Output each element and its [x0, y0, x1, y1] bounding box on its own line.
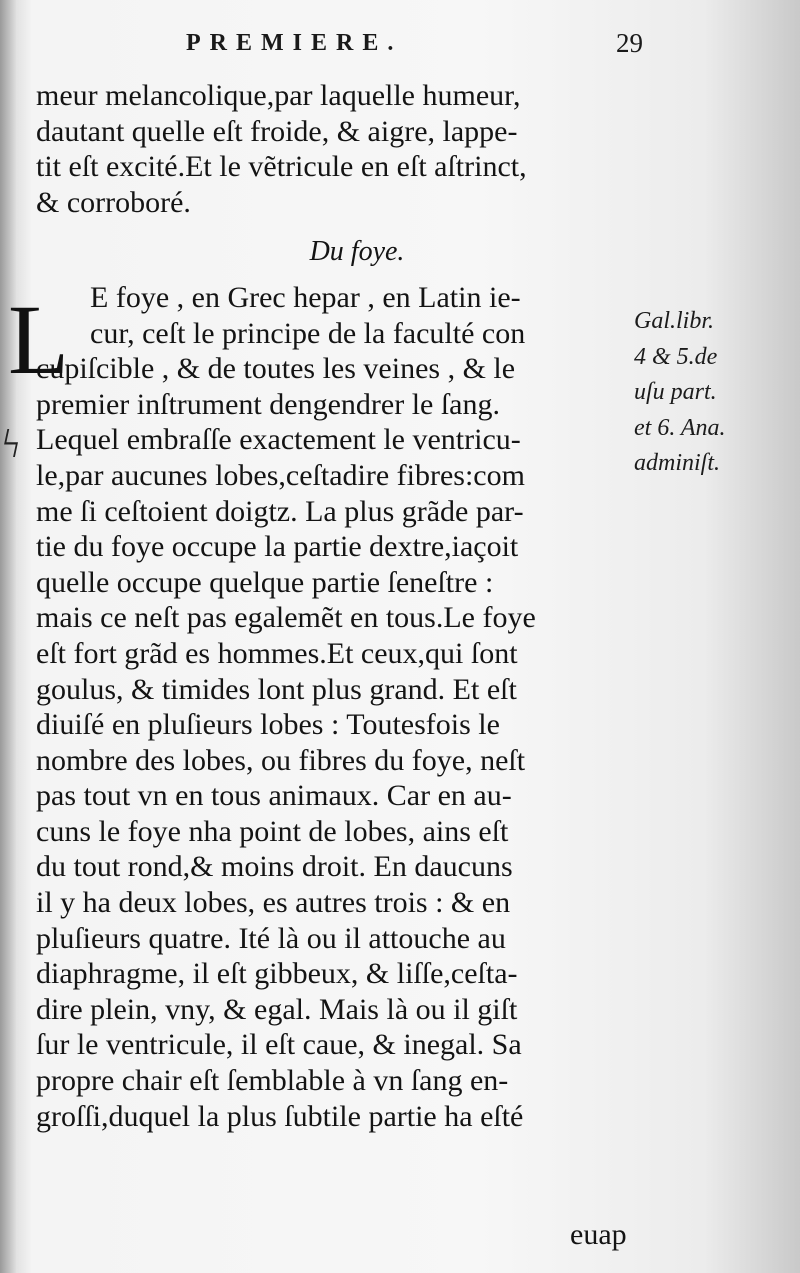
page-number: 29: [616, 28, 643, 58]
body-text: [36, 78, 638, 1134]
page-gutter-shadow: [0, 0, 16, 1273]
margin-note-line: et 6. Ana.: [634, 414, 726, 441]
text-line: premier inſtrument dengendrer le ſang.: [36, 387, 500, 421]
text-line: groſſi,duquel la plus ſubtile partie ha eſté: [36, 1099, 524, 1133]
margin-bracket-mark: ϟ: [2, 421, 21, 466]
text-line: cupiſcible , & de toutes les veines , & le: [36, 352, 516, 386]
text-line: tie du foye occupe la partie dextre,iaçoit: [36, 530, 519, 564]
text-line: quelle occupe quelque partie ſeneſtre :: [36, 565, 494, 599]
text-line: me ſi ceſtoient doigtz. La plus grãde par-: [36, 494, 524, 528]
running-head: PREMIERE.: [186, 30, 403, 56]
text-line: ſur le ventricule, il eſt caue, & inegal. Sa: [36, 1028, 522, 1062]
text-line: goulus, & timides lont plus grand. Et eſt: [36, 672, 517, 706]
text-line: E foye , en Grec hepar , en Latin ie-: [90, 280, 521, 314]
text-line: & corroboré.: [36, 185, 191, 219]
margin-note-line: 4 & 5.de: [634, 343, 718, 370]
text-line: pluſieurs quatre. Ité là ou il attouche au: [36, 921, 506, 955]
text-line: diaphragme, il eſt gibbeux, & liſſe,ceſta-: [36, 957, 518, 991]
drop-cap: L: [8, 284, 70, 395]
text-line: le,par aucunes lobes,ceſtadire fibres:com: [36, 458, 525, 492]
text-line: cur, ceſt le principe de la faculté con: [90, 316, 526, 350]
text-line: cuns le foye nha point de lobes, ains eſt: [36, 814, 509, 848]
catchword: euap: [570, 1218, 627, 1251]
margin-note: [634, 304, 794, 482]
text-line: mais ce neſt pas egalemẽt en tous.Le foye: [36, 601, 536, 635]
text-line: du tout rond,& moins droit. En daucuns: [36, 850, 513, 884]
text-line: dautant quelle eſt froide, & aigre, lappe-: [36, 114, 518, 148]
text-line: meur melancolique,par laquelle humeur,: [36, 79, 521, 112]
text-line: pas tout vn en tous animaux. Car en au-: [36, 779, 512, 813]
section-heading: Du foye.: [309, 236, 405, 268]
text-line: il y ha deux lobes, es autres trois : & en: [36, 886, 511, 920]
margin-note-line: Gal.libr.: [634, 308, 715, 334]
margin-note-line: adminiſt.: [634, 450, 721, 477]
text-line: propre chair eſt ſemblable à vn ſang en-: [36, 1064, 509, 1098]
text-line: dire plein, vny, & egal. Mais là ou il giſt: [36, 992, 518, 1026]
text-line: Lequel embraſſe exactement le ventricu-: [36, 423, 521, 457]
text-line: nombre des lobes, ou fibres du foye, neſt: [36, 743, 526, 777]
text-line: diuiſé en pluſieurs lobes : Toutesfois le: [36, 708, 500, 742]
text-line: eſt fort grãd es hommes.Et ceux,qui ſont: [36, 636, 518, 670]
margin-note-line: uſu part.: [634, 379, 717, 406]
text-line: tit eſt excité.Et le vẽtricule en eſt aſtrinct,: [36, 150, 527, 184]
